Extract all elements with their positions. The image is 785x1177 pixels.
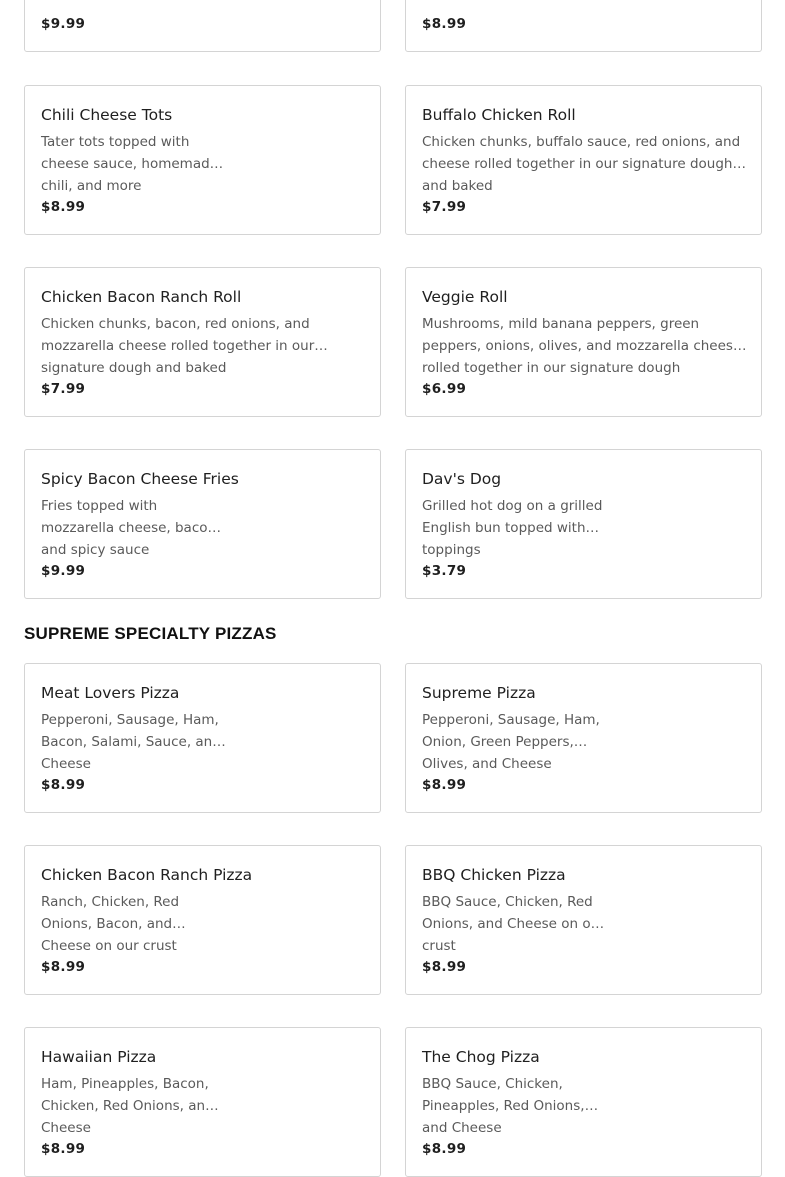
- menu-item-card[interactable]: [24, 845, 381, 995]
- item-name: Chicken Bacon Ranch Roll: [41, 288, 242, 306]
- menu-item-card[interactable]: [405, 0, 762, 52]
- item-name: Veggie Roll: [422, 288, 508, 306]
- item-name: Chili Cheese Tots: [41, 106, 173, 124]
- item-price: $9.99: [41, 16, 86, 32]
- item-name: Meat Lovers Pizza: [41, 684, 180, 702]
- menu-item-card[interactable]: [24, 267, 381, 417]
- item-name: Spicy Bacon Cheese Fries: [41, 470, 239, 488]
- item-price: $8.99: [41, 777, 86, 793]
- item-price: $8.99: [41, 959, 86, 975]
- item-description: BBQ Sauce, Chicken, Red Onions, and Cheese on our crust: [422, 894, 605, 954]
- menu-item-card[interactable]: [24, 449, 381, 599]
- item-description: Ranch, Chicken, Red Onions, Bacon, and Cheese on our crust: [41, 894, 180, 954]
- item-price: $8.99: [41, 1141, 86, 1157]
- item-price: $8.99: [422, 959, 467, 975]
- item-price: $7.99: [41, 381, 86, 397]
- item-price: $8.99: [41, 199, 86, 215]
- item-price: $7.99: [422, 199, 467, 215]
- item-description: Chicken chunks, bacon, red onions, and mozzarella cheese rolled together in our signature dough and baked: [41, 316, 315, 376]
- menu-item-card[interactable]: [405, 449, 762, 599]
- item-description: Pepperoni, Sausage, Ham, Onion, Green Peppers, Olives, and Cheese: [422, 712, 600, 772]
- menu-item-card[interactable]: [24, 663, 381, 813]
- item-name: The Chog Pizza: [422, 1048, 540, 1066]
- item-price: $3.79: [422, 563, 467, 579]
- section-title: SUPREME SPECIALTY PIZZAS: [24, 624, 277, 643]
- item-description: Pepperoni, Sausage, Ham, Bacon, Salami, Sauce, and Cheese: [41, 712, 221, 772]
- menu-item-card[interactable]: [24, 1027, 381, 1177]
- item-description: Ham, Pineapples, Bacon, Chicken, Red Onions, and Cheese: [41, 1076, 214, 1136]
- item-name: Chicken Bacon Ranch Pizza: [41, 866, 253, 884]
- item-description: Grilled hot dog on a grilled English bun topped with toppings: [422, 498, 603, 558]
- item-price: $6.99: [422, 381, 467, 397]
- item-description: Chicken chunks, buffalo sauce, red onions, and cheese rolled together in our signature dough and baked: [422, 134, 741, 194]
- menu-item-card[interactable]: [405, 845, 762, 995]
- item-price: $8.99: [422, 1141, 467, 1157]
- item-name: Supreme Pizza: [422, 684, 536, 702]
- item-price: $8.99: [422, 777, 467, 793]
- menu-item-card[interactable]: [405, 1027, 762, 1177]
- item-price: $8.99: [422, 16, 467, 32]
- menu-item-card[interactable]: [24, 0, 381, 52]
- item-description: Tater tots topped with cheese sauce, homemade chili, and more: [41, 134, 218, 194]
- menu-item-card[interactable]: [24, 85, 381, 235]
- item-name: BBQ Chicken Pizza: [422, 866, 566, 884]
- menu-item-card[interactable]: [405, 85, 762, 235]
- item-description: BBQ Sauce, Chicken, Pineapples, Red Onions, and Cheese: [422, 1076, 585, 1136]
- item-name: Buffalo Chicken Roll: [422, 106, 576, 124]
- item-name: Hawaiian Pizza: [41, 1048, 157, 1066]
- item-description: Fries topped with mozzarella cheese, bacon, and spicy sauce: [41, 498, 221, 558]
- item-price: $9.99: [41, 563, 86, 579]
- item-description: Mushrooms, mild banana peppers, green peppers, onions, olives, and mozzarella cheese rolled together in our signature dough: [422, 316, 742, 376]
- menu-item-card[interactable]: [405, 663, 762, 813]
- item-name: Dav's Dog: [422, 470, 502, 488]
- menu-item-card[interactable]: [405, 267, 762, 417]
